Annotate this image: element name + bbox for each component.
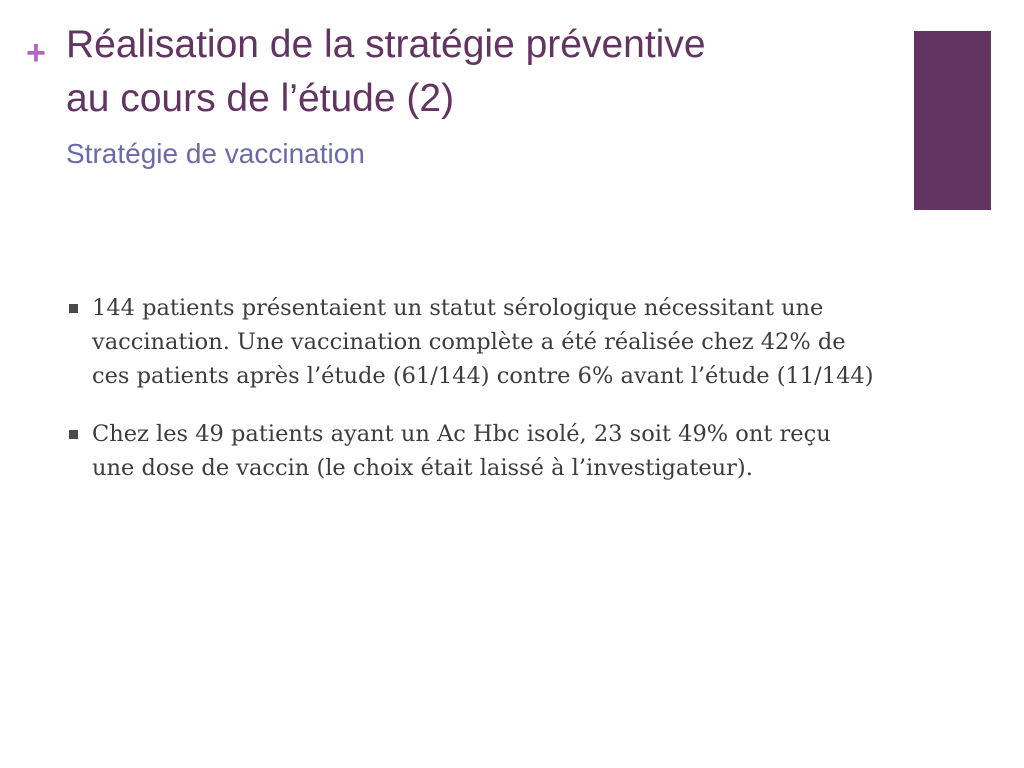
accent-bar [914,31,991,210]
square-bullet-icon [69,304,78,313]
square-bullet-icon [69,430,78,439]
bullet-text: 144 patients présentaient un statut sérologique nécessitant une vaccination. Une vaccination complète a été réalisée chez 42% de ces patients après l’étude (61/144) contre 6% avant l’étude (11/144) [92,295,874,389]
slide-subtitle: Stratégie de vaccination [66,138,365,169]
plus-icon: + [26,34,46,72]
slide-title [66,18,896,126]
bullet-text: Chez les 49 patients ayant un Ac Hbc isolé, 23 soit 49% ont reçu une dose de vaccin (le choix était laissé à l’investigateur). [92,421,831,481]
bullet-list [66,291,876,509]
title-line-2: au cours de l’étude (2) [66,77,455,120]
bullet-item [66,291,876,393]
title-line-1: Réalisation de la stratégie préventive [66,23,706,66]
bullet-item [66,417,876,485]
